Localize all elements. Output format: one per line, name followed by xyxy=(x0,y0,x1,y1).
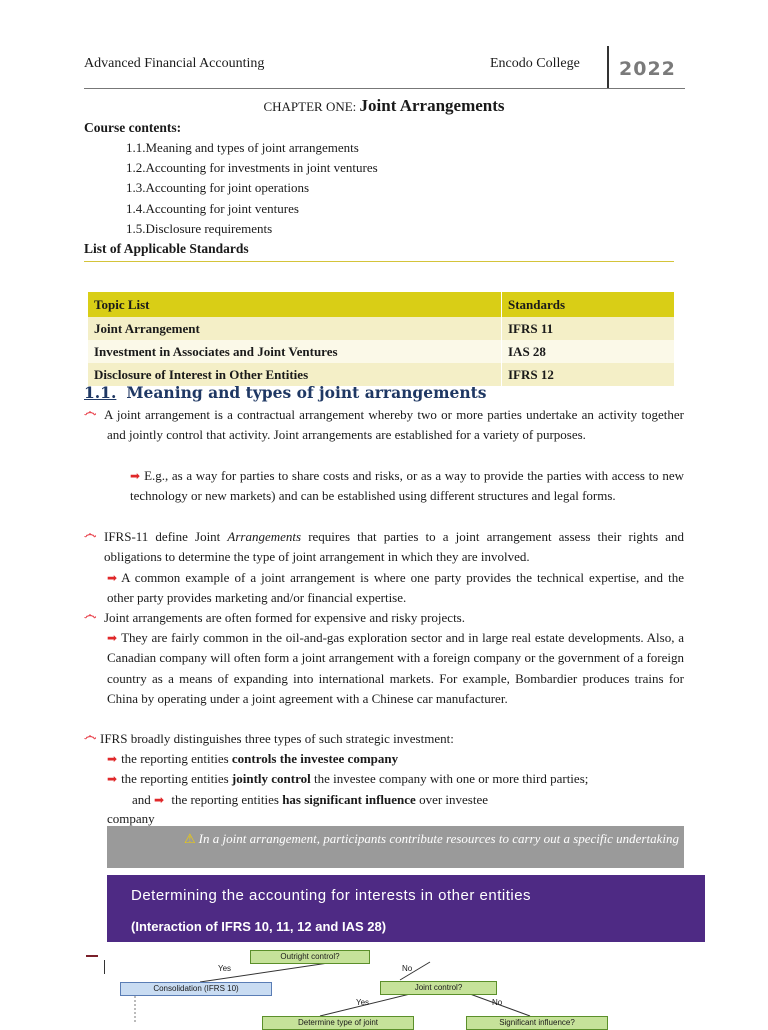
type-emphasis: jointly control xyxy=(231,771,311,786)
swirl-bullet-icon: ෴ xyxy=(84,527,97,542)
flowchart-node: Consolidation (IFRS 10) xyxy=(120,982,272,996)
callout-content: In a joint arrangement, participants contribute resources to carry out a specific undertaking xyxy=(198,831,679,846)
type-item xyxy=(107,749,684,769)
swirl-bullet-icon: ෴ xyxy=(84,405,97,420)
toc-item: 1.5.Disclosure requirements xyxy=(126,221,273,236)
table-header-cell: Topic List xyxy=(88,292,502,317)
arrow-bullet-icon: ➡ xyxy=(107,772,118,786)
toc-item: 1.1.Meaning and types of joint arrangements xyxy=(126,140,359,155)
standards-label: List of Applicable Standards xyxy=(84,241,249,256)
chapter-prefix: CHAPTER ONE: xyxy=(263,99,360,114)
type-text: the reporting entities xyxy=(121,771,232,786)
type-item xyxy=(107,769,684,789)
table-cell: IFRS 11 xyxy=(502,317,675,340)
type-emphasis: controls the investee company xyxy=(231,751,399,766)
type-text-tail: company xyxy=(107,811,155,826)
flowchart-label: Yes xyxy=(356,998,370,1007)
header-year: 2022 xyxy=(619,58,676,80)
type-text: the reporting entities xyxy=(168,792,283,807)
flowchart-node: Determine type of joint xyxy=(262,1016,414,1030)
callout-text xyxy=(159,829,679,850)
flowchart-node: Joint control? xyxy=(380,981,497,995)
banner-title: Determining the accounting for interests in other entities xyxy=(131,887,532,904)
table-cell: Investment in Associates and Joint Ventures xyxy=(88,340,502,363)
toc-item: 1.3.Accounting for joint operations xyxy=(126,180,310,195)
swirl-bullet-icon: ෴ xyxy=(84,729,97,744)
header-college: Encodo College xyxy=(490,56,580,71)
flowchart-node: Significant influence? xyxy=(466,1016,608,1030)
flowchart-node: Outright control? xyxy=(250,950,370,964)
section-heading xyxy=(84,383,487,402)
table-header-row xyxy=(88,292,674,317)
paragraph: Joint arrangements are often formed for expensive and risky projects. xyxy=(104,610,465,625)
table-cell: IFRS 12 xyxy=(502,363,675,386)
warning-icon: ⚠ xyxy=(184,832,196,847)
chapter-title xyxy=(0,96,768,116)
paragraph-text: IFRS-11 define Joint xyxy=(104,529,228,544)
swirl-bullet-icon: ෴ xyxy=(84,608,97,623)
header-separator xyxy=(607,46,609,88)
type-text: the reporting entities xyxy=(121,751,232,766)
type-text: and xyxy=(132,792,155,807)
sub-paragraph xyxy=(130,466,684,507)
arrow-bullet-icon: ➡ xyxy=(107,752,118,766)
table-row xyxy=(88,317,674,340)
sub-paragraph-text: A common example of a joint arrangement is where one party provides the technical expertise, and the other party provides marketing and/or financial expertise. xyxy=(107,570,684,606)
section-number: 1.1. xyxy=(84,383,117,402)
sub-paragraph-text: E.g., as a way for parties to share costs and risks, or as a way to provide the parties with access to new technology or new markets) and can be established using different structures and legal forms. xyxy=(130,468,684,504)
header-rule xyxy=(84,88,685,89)
diagram-banner xyxy=(107,875,705,942)
sub-paragraph-text: They are fairly common in the oil-and-gas exploration sector and in large real estate developments. Also, a Canadian company will often form a joint arrangement with a foreign company or the government of a foreign country as a means of expanding into international markets. For example, Bombardier produces trains for China by operating under a joint agreement with a Chinese car manufacturer. xyxy=(107,630,684,706)
standards-table xyxy=(88,292,674,386)
sub-paragraph xyxy=(107,568,684,609)
table-header-cell: Standards xyxy=(502,292,675,317)
chapter-name: Joint Arrangements xyxy=(359,96,505,115)
table-cell: Disclosure of Interest in Other Entities xyxy=(88,363,502,386)
section-title: Meaning and types of joint arrangements xyxy=(126,383,487,402)
paragraph xyxy=(104,527,684,568)
table-cell: Joint Arrangement xyxy=(88,317,502,340)
flowchart-label: Yes xyxy=(218,964,232,973)
type-text: over investee xyxy=(415,792,489,807)
header-course: Advanced Financial Accounting xyxy=(84,56,265,71)
margin-mark xyxy=(86,955,98,957)
gold-rule xyxy=(84,261,674,262)
callout-box xyxy=(107,826,684,868)
margin-bar xyxy=(104,960,105,974)
table-cell: IAS 28 xyxy=(502,340,675,363)
paragraph-emphasis: Arrangements xyxy=(227,529,302,544)
table-row xyxy=(88,340,674,363)
arrow-bullet-icon: ➡ xyxy=(154,793,165,807)
toc-item: 1.4.Accounting for joint ventures xyxy=(126,201,299,216)
type-item xyxy=(132,790,684,810)
flowchart-label: No xyxy=(492,998,503,1007)
paragraph: A joint arrangement is a contractual arrangement whereby two or more parties undertake an activity together and jointly control that activity. Joint arrangements are established for a variety of purposes. xyxy=(104,407,684,443)
type-text: the investee company with one or more third parties; xyxy=(310,771,589,786)
arrow-bullet-icon: ➡ xyxy=(130,469,141,483)
flowchart-label: No xyxy=(402,964,413,973)
arrow-bullet-icon: ➡ xyxy=(107,571,118,585)
paragraph: IFRS broadly distinguishes three types of such strategic investment: xyxy=(100,731,454,746)
type-emphasis: has significant influence xyxy=(282,792,416,807)
toc-item: 1.2.Accounting for investments in joint ventures xyxy=(126,160,378,175)
sub-paragraph xyxy=(107,628,684,709)
paragraph-text: requires that parties to a joint arrangement assess their rights and obligations to determine the type of joint arrangement in which they are involved. xyxy=(104,529,684,565)
arrow-bullet-icon: ➡ xyxy=(107,631,118,645)
course-contents-label: Course contents: xyxy=(84,120,182,135)
banner-subtitle: (Interaction of IFRS 10, 11, 12 and IAS 28) xyxy=(131,919,387,934)
